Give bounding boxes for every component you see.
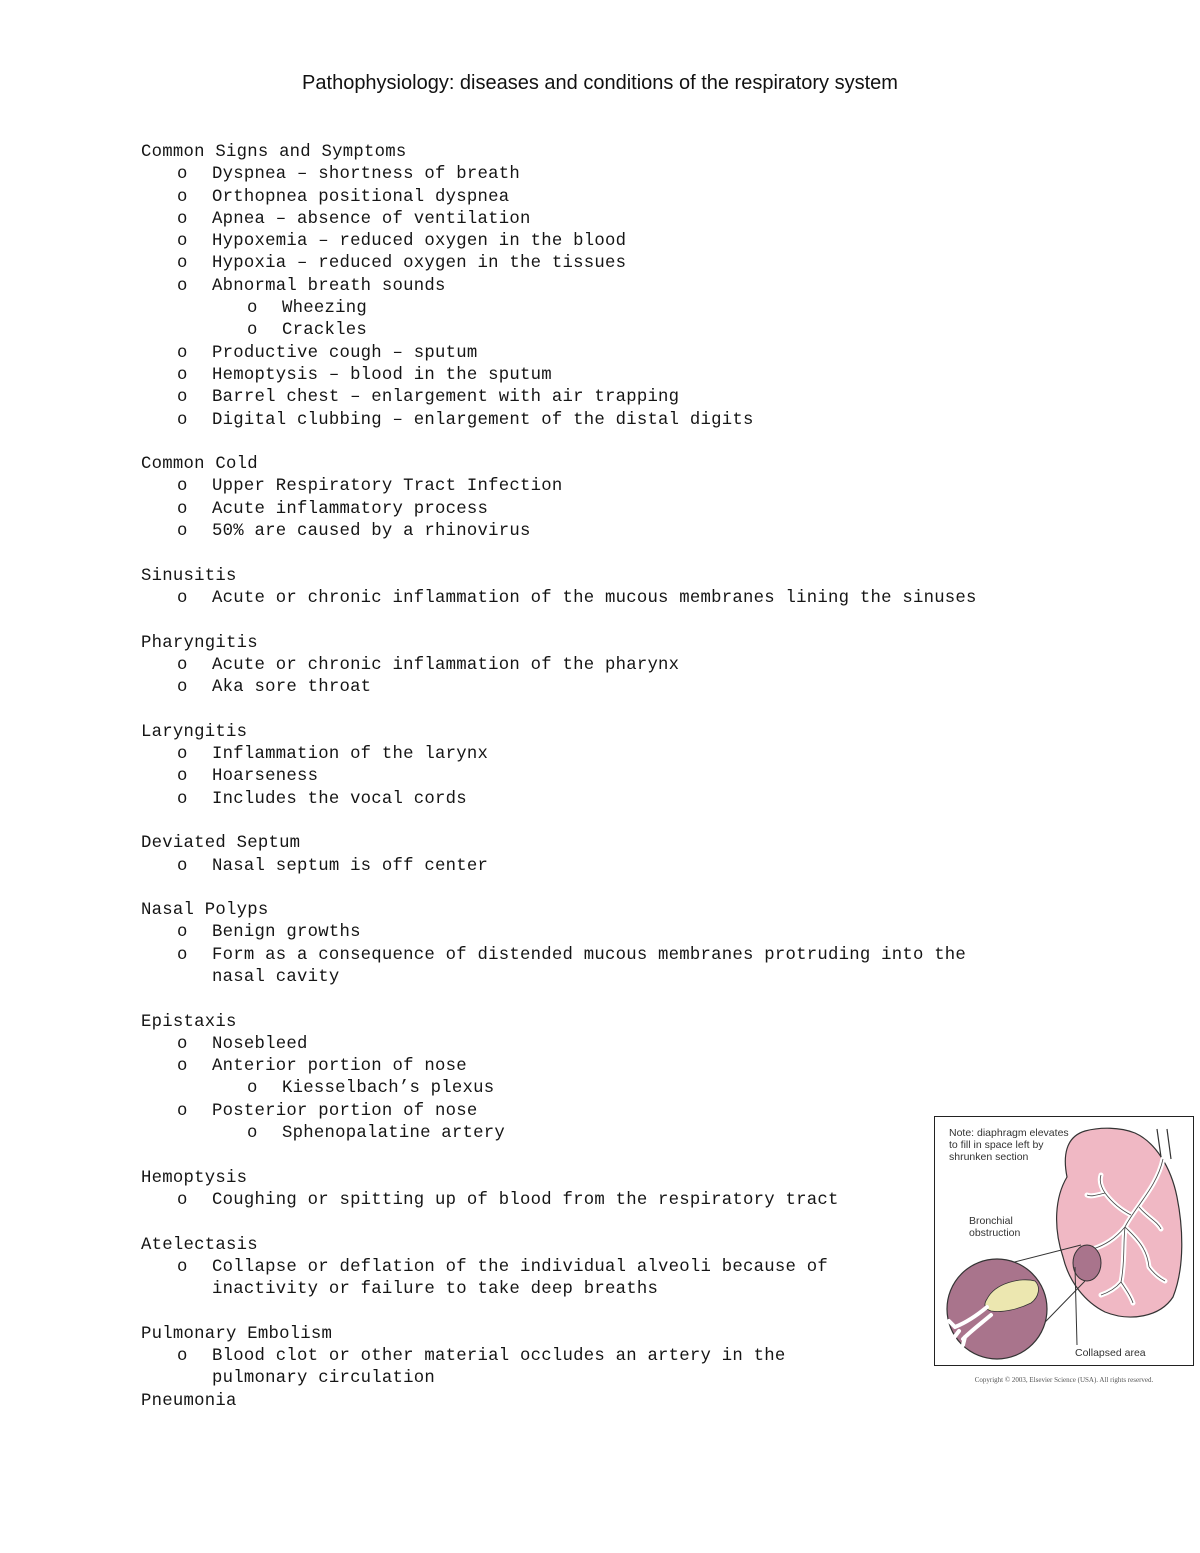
- bullet-icon: o: [177, 165, 188, 185]
- list-item: [141, 387, 1101, 409]
- list-item: [141, 365, 1101, 387]
- bullet-icon: o: [177, 365, 188, 385]
- bullet-icon: o: [177, 477, 188, 497]
- list-item-text: Barrel chest – enlargement with air trapping: [212, 388, 680, 408]
- list-item-text: Benign growths: [212, 923, 361, 943]
- list-item-text: Blood clot or other material occludes an artery in the pulmonary circulation: [212, 1347, 786, 1389]
- list-item-text: Acute or chronic inflammation of the mucous membranes lining the sinuses: [212, 588, 977, 608]
- bullet-icon: o: [177, 1034, 188, 1054]
- list-item-text: Upper Respiratory Tract Infection: [212, 477, 563, 497]
- list-item-text: Nosebleed: [212, 1034, 308, 1054]
- bullet-icon: o: [247, 321, 258, 341]
- bullet-icon: o: [177, 1347, 188, 1367]
- section: [141, 900, 1101, 989]
- section: [141, 142, 1101, 432]
- list-item-text: 50% are caused by a rhinovirus: [212, 522, 531, 542]
- bullet-icon: o: [247, 1124, 258, 1144]
- section-heading: Hemoptysis: [141, 1168, 248, 1188]
- bullet-icon: o: [177, 388, 188, 408]
- list-item-text: Orthopnea positional dyspnea: [212, 187, 510, 207]
- section-heading: Common Cold: [141, 455, 258, 475]
- list-item: [141, 588, 1101, 610]
- section-heading: Deviated Septum: [141, 834, 301, 854]
- list-item: [141, 298, 1101, 320]
- bullet-icon: o: [177, 678, 188, 698]
- section-heading: Epistaxis: [141, 1012, 237, 1032]
- bullet-icon: o: [177, 655, 188, 675]
- list-item: [141, 499, 1101, 521]
- bullet-icon: o: [177, 522, 188, 542]
- bullet-icon: o: [177, 276, 188, 296]
- bullet-icon: o: [247, 299, 258, 319]
- atelectasis-figure: [934, 1116, 1194, 1366]
- bullet-icon: o: [177, 745, 188, 765]
- list-item: [141, 1078, 1101, 1100]
- section: [141, 454, 1101, 543]
- bullet-icon: o: [177, 254, 188, 274]
- list-item: [141, 164, 1101, 186]
- list-item-text: Crackles: [282, 321, 367, 341]
- list-item-text: Acute inflammatory process: [212, 499, 489, 519]
- list-item-text: Includes the vocal cords: [212, 789, 467, 809]
- diaphragm-note: Note: diaphragm elevates to fill in space left by shrunken section: [949, 1127, 1069, 1163]
- list-item-text: Hoarseness: [212, 767, 319, 787]
- list-item: [141, 922, 1101, 944]
- list-item: [141, 476, 1101, 498]
- list-item: [141, 655, 1101, 677]
- list-item-text: Kiesselbach’s plexus: [282, 1079, 495, 1099]
- bullet-icon: o: [177, 923, 188, 943]
- bullet-icon: o: [177, 187, 188, 207]
- list-item: [141, 187, 1101, 209]
- list-item-text: Abnormal breath sounds: [212, 276, 446, 296]
- list-item-text: Hemoptysis – blood in the sputum: [212, 365, 552, 385]
- bullet-icon: o: [177, 945, 188, 965]
- section-heading: Pharyngitis: [141, 633, 258, 653]
- collapsed-region: [1073, 1245, 1101, 1281]
- list-item-text: Anterior portion of nose: [212, 1057, 467, 1077]
- section-heading: Common Signs and Symptoms: [141, 143, 407, 162]
- list-item-text: Productive cough – sputum: [212, 343, 478, 363]
- section: [141, 566, 1101, 611]
- list-item: [141, 744, 1101, 766]
- section: [141, 633, 1101, 700]
- bullet-icon: o: [177, 343, 188, 363]
- bullet-icon: o: [177, 1190, 188, 1210]
- list-item-text: Inflammation of the larynx: [212, 745, 489, 765]
- list-item-text: Posterior portion of nose: [212, 1101, 478, 1121]
- bullet-icon: o: [177, 588, 188, 608]
- list-item-text: Acute or chronic inflammation of the pharynx: [212, 655, 680, 675]
- bullet-icon: o: [177, 856, 188, 876]
- list-item: [141, 410, 1101, 432]
- bullet-icon: o: [177, 1101, 188, 1121]
- section-heading: Nasal Polyps: [141, 901, 269, 921]
- bullet-icon: o: [177, 1057, 188, 1077]
- list-item: [141, 677, 1101, 699]
- section-heading: Pneumonia: [141, 1391, 237, 1411]
- list-item-text: Hypoxemia – reduced oxygen in the blood: [212, 232, 627, 252]
- list-item: [141, 766, 1101, 788]
- list-item: [141, 276, 1101, 298]
- list-item: [141, 320, 1101, 342]
- section: [141, 1391, 1101, 1413]
- list-item: [141, 945, 1101, 990]
- collapsed-area-label: Collapsed area: [1075, 1347, 1146, 1359]
- list-item: [141, 253, 1101, 275]
- bullet-icon: o: [177, 767, 188, 787]
- bullet-icon: o: [177, 499, 188, 519]
- list-item: [141, 789, 1101, 811]
- section: [141, 833, 1101, 878]
- bullet-icon: o: [177, 410, 188, 430]
- list-item: [141, 1056, 1101, 1078]
- list-item-text: Dyspnea – shortness of breath: [212, 165, 520, 185]
- page-title: Pathophysiology: diseases and conditions of the respiratory system: [302, 72, 898, 94]
- bullet-icon: o: [247, 1079, 258, 1099]
- bullet-icon: o: [177, 1257, 188, 1277]
- section-heading: Atelectasis: [141, 1235, 258, 1255]
- list-item-text: Aka sore throat: [212, 678, 372, 698]
- list-item: [141, 231, 1101, 253]
- section-heading: Laryngitis: [141, 722, 248, 742]
- list-item-text: Coughing or spitting up of blood from the respiratory tract: [212, 1190, 839, 1210]
- list-item: [141, 856, 1101, 878]
- list-item: [141, 343, 1101, 365]
- section-heading: Pulmonary Embolism: [141, 1324, 333, 1344]
- section-heading: Sinusitis: [141, 566, 237, 586]
- list-item: [141, 209, 1101, 231]
- section: [141, 722, 1101, 811]
- bullet-icon: o: [177, 209, 188, 229]
- list-item-text: Hypoxia – reduced oxygen in the tissues: [212, 254, 627, 274]
- list-item-text: Digital clubbing – enlargement of the distal digits: [212, 410, 754, 430]
- figure-copyright: Copyright © 2003, Elsevier Science (USA). All rights reserved.: [974, 1376, 1154, 1384]
- list-item-text: Collapse or deflation of the individual alveoli because of inactivity or failure to take deep breaths: [212, 1257, 828, 1300]
- bronchial-obstruction-label: Bronchial obstruction: [969, 1215, 1021, 1239]
- list-item-text: Wheezing: [282, 299, 367, 319]
- bullet-icon: o: [177, 789, 188, 809]
- list-item-text: Apnea – absence of ventilation: [212, 209, 531, 229]
- list-item: [141, 521, 1101, 543]
- list-item-text: Sphenopalatine artery: [282, 1124, 506, 1144]
- bullet-icon: o: [177, 232, 188, 252]
- list-item: [141, 1034, 1101, 1056]
- list-item-text: Nasal septum is off center: [212, 856, 489, 876]
- list-item-text: Form as a consequence of distended mucous membranes protruding into the nasal cavity: [212, 945, 967, 987]
